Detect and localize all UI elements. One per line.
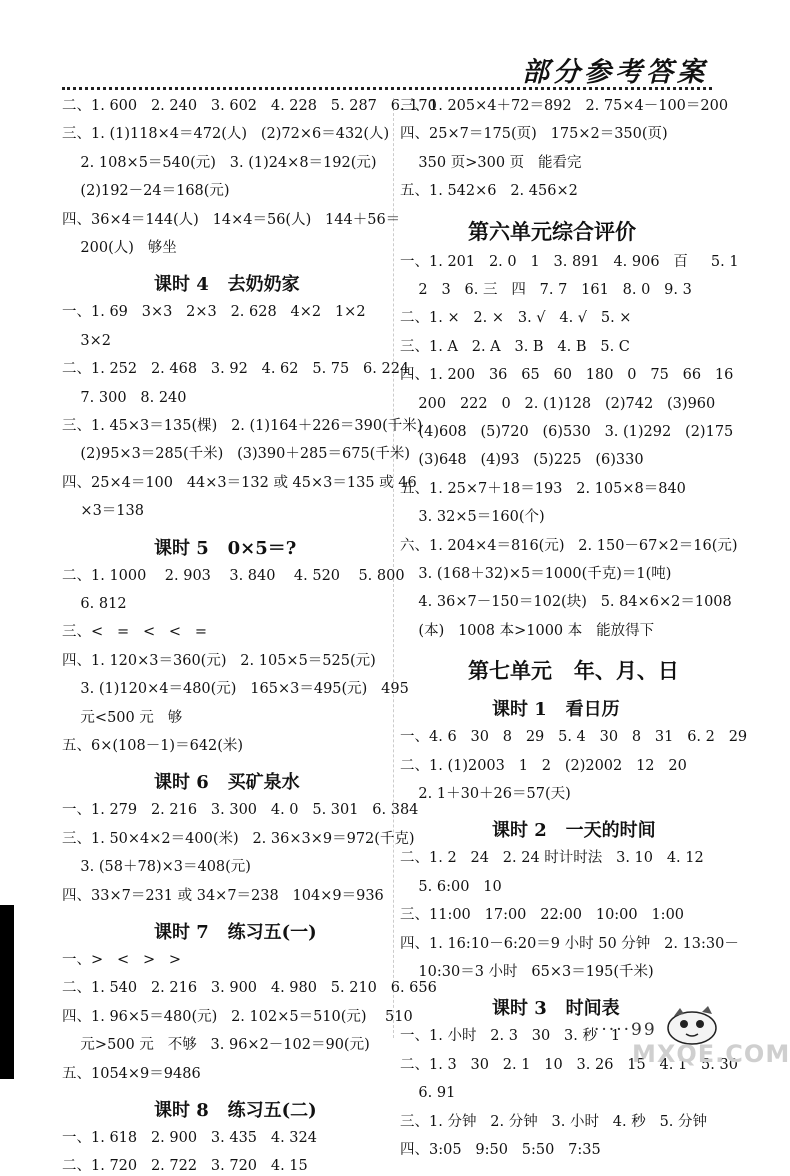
answer-line: 三、< = < < = xyxy=(62,624,208,641)
lesson-heading: 课时 8 练习五(二) xyxy=(154,1100,317,1121)
unit-heading: 第七单元 年、月、日 xyxy=(468,658,679,684)
answer-line: 三、1. 分钟 2. 分钟 3. 小时 4. 秒 5. 分钟 xyxy=(400,1113,708,1130)
answer-line: 3. 32×5＝160(个) xyxy=(400,509,545,526)
lesson-heading: 课时 6 买矿泉水 xyxy=(154,772,300,794)
answer-line: 3. (1)120×4＝480(元) 165×3＝495(元) 495 xyxy=(62,681,409,698)
answer-line: 四、25×7＝175(页) 175×2＝350(页) xyxy=(400,126,668,143)
answer-line: 五、6×(108－1)＝642(米) xyxy=(62,738,244,754)
lesson-heading: 课时 5 0×5＝? xyxy=(154,537,297,559)
answer-line: 一、1. 201 2. 0 1 3. 891 4. 906 百 5. 1 xyxy=(400,253,739,270)
answer-line: 2. 1＋30＋26＝57(天) xyxy=(400,786,571,802)
answer-line: 三、1. A 2. A 3. B 4. B 5. C xyxy=(400,338,630,355)
answer-line: ×3＝138 xyxy=(62,503,144,520)
answer-line: 350 页>300 页 能看完 xyxy=(400,154,582,171)
lesson-heading: 课时 2 一天的时间 xyxy=(492,820,656,842)
answer-line: 四、1. 96×5＝480(元) 2. 102×5＝510(元) 510 xyxy=(62,1008,413,1025)
answer-line: (3)648 (4)93 (5)225 (6)330 xyxy=(400,452,644,469)
answer-line: 四、3:05 9:50 5:50 7:35 xyxy=(400,1142,601,1158)
answer-line: (2)95×3＝285(千米) (3)390＋285＝675(千米) xyxy=(62,446,410,463)
answer-line: 三、1. 45×3＝135(棵) 2. (1)164＋226＝390(千米) xyxy=(62,418,423,434)
lesson-heading: 课时 4 去奶奶家 xyxy=(154,274,300,296)
lesson-heading: 课时 3 时间表 xyxy=(492,998,620,1020)
answer-line: 四、1. 120×3＝360(元) 2. 105×5＝525(元) xyxy=(62,652,376,669)
answer-line: 三、1. 50×4×2＝400(米) 2. 36×3×9＝972(千克) xyxy=(62,830,415,847)
answer-line: 二、1. 600 2. 240 3. 602 4. 228 5. 287 6. 170 xyxy=(62,98,437,114)
answer-line: 二、1. 2 24 2. 24 时计时法 3. 10 4. 12 xyxy=(400,850,704,867)
answer-line: (4)608 (5)720 (6)530 3. (1)292 (2)175 xyxy=(400,424,734,440)
answer-line: 一、1. 小时 2. 3 30 3. 秒 1 xyxy=(400,1028,621,1045)
answer-line: 四、33×7＝231 或 34×7＝238 104×9＝936 xyxy=(62,887,384,904)
answer-line: 一、4. 6 30 8 29 5. 4 30 8 31 6. 2 29 xyxy=(400,729,748,746)
page-header-title: 部分参考答案 xyxy=(522,57,708,88)
answer-line: 4. 36×7－150＝102(块) 5. 84×6×2＝1008 xyxy=(400,594,732,611)
answer-line: 四、1. 16:10－6:20＝9 小时 50 分钟 2. 13:30－ xyxy=(400,935,739,952)
answer-line: 10:30＝3 小时 65×3＝195(千米) xyxy=(400,964,654,980)
page-number: ·····99 xyxy=(594,1020,657,1040)
answer-line: 四、25×4＝100 44×3＝132 或 45×3＝135 或 46 xyxy=(62,474,417,491)
answer-line: 一、1. 69 3×3 2×3 2. 628 4×2 1×2 xyxy=(62,304,366,321)
answer-line: 三、1. 205×4＋72＝892 2. 75×4－100＝200 xyxy=(400,98,729,114)
answer-line: 四、1. 200 36 65 60 180 0 75 66 16 xyxy=(400,367,734,384)
answer-line: 二、1. 252 2. 468 3. 92 4. 62 5. 75 6. 224 xyxy=(62,361,410,378)
answer-line: 三、1. (1)118×4＝472(人) (2)72×6＝432(人) xyxy=(62,126,390,143)
answer-line: 二、1. 540 2. 216 3. 900 4. 980 5. 210 6. 656 xyxy=(62,980,437,997)
unit-heading: 第六单元综合评价 xyxy=(468,218,636,244)
answer-line: 二、1. 1000 2. 903 3. 840 4. 520 5. 800 xyxy=(62,567,405,584)
answer-line: 二、1. 3 30 2. 1 10 3. 26 15 4. 1 5. 30 xyxy=(400,1056,738,1073)
answer-line: 6. 812 xyxy=(62,596,127,612)
answer-line: 7. 300 8. 240 xyxy=(62,389,187,406)
answer-line: 200(人) 够坐 xyxy=(62,240,177,256)
answer-line: 元>500 元 不够 3. 96×2－102＝90(元) xyxy=(62,1037,370,1054)
answer-line: 元<500 元 够 xyxy=(62,709,183,726)
header-dotted-rule xyxy=(62,87,712,90)
answer-line: 二、1. (1)2003 1 2 (2)2002 12 20 xyxy=(400,757,687,774)
scan-edge-shadow xyxy=(0,905,14,1079)
answer-line: 六、1. 204×4＝816(元) 2. 150－67×2＝16(元) xyxy=(400,537,738,554)
watermark: MXQE.COM xyxy=(632,1040,790,1068)
answer-line: 3. (168＋32)×5＝1000(千克)＝1(吨) xyxy=(400,566,672,582)
answer-line: 五、1054×9＝9486 xyxy=(62,1065,201,1082)
answer-line: (本) 1008 本>1000 本 能放得下 xyxy=(400,622,655,639)
answer-line: 2 3 6. 三 四 7. 7 161 8. 0 9. 3 xyxy=(400,282,692,298)
answer-line: 五、1. 25×7＋18＝193 2. 105×8＝840 xyxy=(400,480,686,497)
answer-line: 四、36×4＝144(人) 14×4＝56(人) 144＋56＝ xyxy=(62,211,401,228)
lesson-heading: 课时 1 看日历 xyxy=(492,699,620,721)
answer-line: 三、11:00 17:00 22:00 10:00 1:00 xyxy=(400,907,685,924)
answer-line: 二、1. 720 2. 722 3. 720 4. 15 xyxy=(62,1158,308,1175)
answer-line: 一、> < > > xyxy=(62,952,182,968)
answer-line: 二、1. × 2. × 3. √ 4. √ 5. × xyxy=(400,310,632,327)
lesson-heading: 课时 7 练习五(一) xyxy=(154,922,317,943)
answer-line: 5. 6:00 10 xyxy=(400,878,502,895)
answer-line: 一、1. 618 2. 900 3. 435 4. 324 xyxy=(62,1130,317,1146)
answer-line: 3×2 xyxy=(62,332,112,349)
answer-line: (2)192－24＝168(元) xyxy=(62,183,230,200)
answer-line: 一、1. 279 2. 216 3. 300 4. 0 5. 301 6. 384 xyxy=(62,802,419,819)
answer-line: 200 222 0 2. (1)128 (2)742 (3)960 xyxy=(400,395,716,412)
answer-line: 2. 108×5＝540(元) 3. (1)24×8＝192(元) xyxy=(62,154,377,171)
answer-line: 6. 91 xyxy=(400,1085,456,1102)
answer-line: 3. (58＋78)×3＝408(元) xyxy=(62,859,251,876)
answer-line: 五、1. 542×6 2. 456×2 xyxy=(400,183,578,200)
